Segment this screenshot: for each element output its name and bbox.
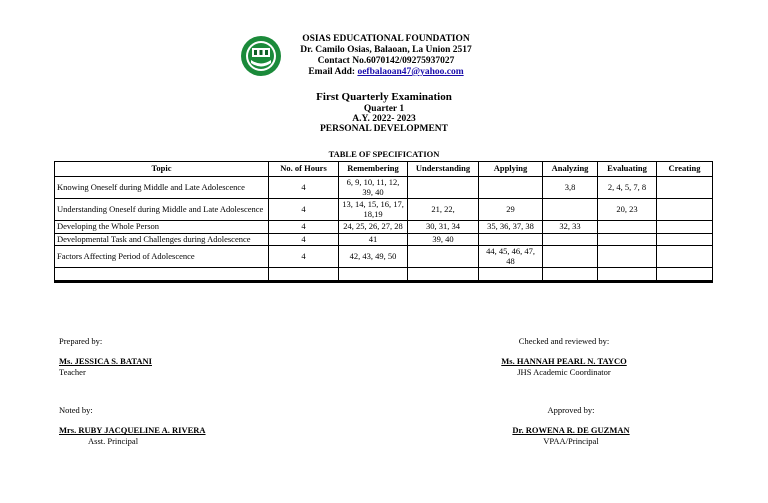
prepared-name: Ms. JESSICA S. BATANI [59, 356, 152, 366]
cell-applying: 29 [479, 199, 543, 221]
noted-by-block [59, 405, 206, 447]
cell-topic: Factors Affecting Period of Adolescence [55, 246, 269, 268]
cell-creating [657, 177, 713, 199]
cell-creating [657, 221, 713, 234]
cell-analyzing: 3,8 [543, 177, 598, 199]
cell-remembering: 24, 25, 26, 27, 28 [339, 221, 408, 234]
school-name: OSIAS EDUCATIONAL FOUNDATION [302, 34, 470, 44]
table-row [55, 221, 713, 234]
cell-hours: 4 [269, 246, 339, 268]
cell-hours [269, 268, 339, 282]
cell-applying [479, 177, 543, 199]
cell-hours: 4 [269, 221, 339, 234]
table-row [55, 199, 713, 221]
cell-topic: Developing the Whole Person [55, 221, 269, 234]
cell-creating [657, 246, 713, 268]
cell-evaluating: 20, 23 [598, 199, 657, 221]
school-address: Dr. Camilo Osias, Balaoan, La Union 2517 [300, 45, 472, 55]
tos-body [55, 177, 713, 282]
exam-year: A.Y. 2022- 2023 [352, 114, 416, 124]
col-header-creating: Creating [657, 162, 713, 177]
col-header-hours: No. of Hours [269, 162, 339, 177]
cell-applying: 35, 36, 37, 38 [479, 221, 543, 234]
table-row [55, 233, 713, 246]
exam-title: First Quarterly Examination [316, 91, 452, 103]
table-row [55, 246, 713, 268]
cell-remembering [339, 268, 408, 282]
cell-creating [657, 233, 713, 246]
school-logo [240, 35, 282, 77]
cell-evaluating [598, 233, 657, 246]
tos-table [54, 161, 713, 283]
tos-header-row [55, 162, 713, 177]
cell-remembering: 41 [339, 233, 408, 246]
cell-remembering: 13, 14, 15, 16, 17, 18,19 [339, 199, 408, 221]
approved-by-block [486, 405, 656, 447]
cell-understanding: 21, 22, [408, 199, 479, 221]
cell-evaluating [598, 246, 657, 268]
table-row [55, 268, 713, 282]
cell-hours: 4 [269, 177, 339, 199]
cell-analyzing [543, 246, 598, 268]
cell-evaluating: 2, 4, 5, 7, 8 [598, 177, 657, 199]
col-header-remembering: Remembering [339, 162, 408, 177]
cell-understanding [408, 177, 479, 199]
email-link[interactable]: oefbalaoan47@yahoo.com [357, 67, 464, 77]
cell-applying [479, 268, 543, 282]
noted-name: Mrs. RUBY JACQUELINE A. RIVERA [59, 425, 206, 435]
approved-name: Dr. ROWENA R. DE GUZMAN [512, 425, 630, 435]
col-header-topic: Topic [55, 162, 269, 177]
school-header [286, 34, 486, 78]
cell-analyzing [543, 233, 598, 246]
cell-topic [55, 268, 269, 282]
tos-title: TABLE OF SPECIFICATION [328, 149, 440, 159]
prepared-role: Teacher [59, 367, 86, 377]
cell-topic: Understanding Oneself during Middle and Late Adolescence [55, 199, 269, 221]
school-contact: Contact No.6070142/09275937027 [317, 56, 455, 66]
cell-understanding [408, 246, 479, 268]
approved-role: VPAA/Principal [543, 436, 599, 446]
cell-hours: 4 [269, 233, 339, 246]
noted-label: Noted by: [59, 405, 93, 415]
checked-by-block [474, 336, 654, 378]
exam-quarter: Quarter 1 [363, 104, 405, 114]
col-header-analyzing: Analyzing [543, 162, 598, 177]
cell-analyzing [543, 268, 598, 282]
cell-topic: Developmental Task and Challenges during Adolescence [55, 233, 269, 246]
cell-hours: 4 [269, 199, 339, 221]
checked-name: Ms. HANNAH PEARL N. TAYCO [501, 356, 627, 366]
col-header-evaluating: Evaluating [598, 162, 657, 177]
table-row [55, 177, 713, 199]
noted-role: Asst. Principal [88, 436, 139, 446]
prepared-label: Prepared by: [59, 336, 103, 346]
cell-understanding: 30, 31, 34 [408, 221, 479, 234]
cell-topic: Knowing Oneself during Middle and Late Adolescence [55, 177, 269, 199]
col-header-understanding: Understanding [408, 162, 479, 177]
cell-creating [657, 268, 713, 282]
exam-header [284, 91, 484, 134]
cell-evaluating [598, 221, 657, 234]
cell-remembering: 42, 43, 49, 50 [339, 246, 408, 268]
cell-applying [479, 233, 543, 246]
cell-remembering: 6, 9, 10, 11, 12, 39, 40 [339, 177, 408, 199]
checked-role: JHS Academic Coordinator [517, 367, 611, 377]
prepared-by-block [59, 336, 152, 378]
cell-understanding: 39, 40 [408, 233, 479, 246]
approved-label: Approved by: [547, 405, 595, 415]
school-email-line [286, 67, 486, 78]
cell-understanding [408, 268, 479, 282]
cell-creating [657, 199, 713, 221]
exam-subject: PERSONAL DEVELOPMENT [319, 124, 448, 134]
col-header-applying: Applying [479, 162, 543, 177]
cell-analyzing [543, 199, 598, 221]
email-label: Email Add: [308, 67, 356, 77]
checked-label: Checked and reviewed by: [518, 336, 610, 346]
cell-analyzing: 32, 33 [543, 221, 598, 234]
cell-evaluating [598, 268, 657, 282]
cell-applying: 44, 45, 46, 47, 48 [479, 246, 543, 268]
